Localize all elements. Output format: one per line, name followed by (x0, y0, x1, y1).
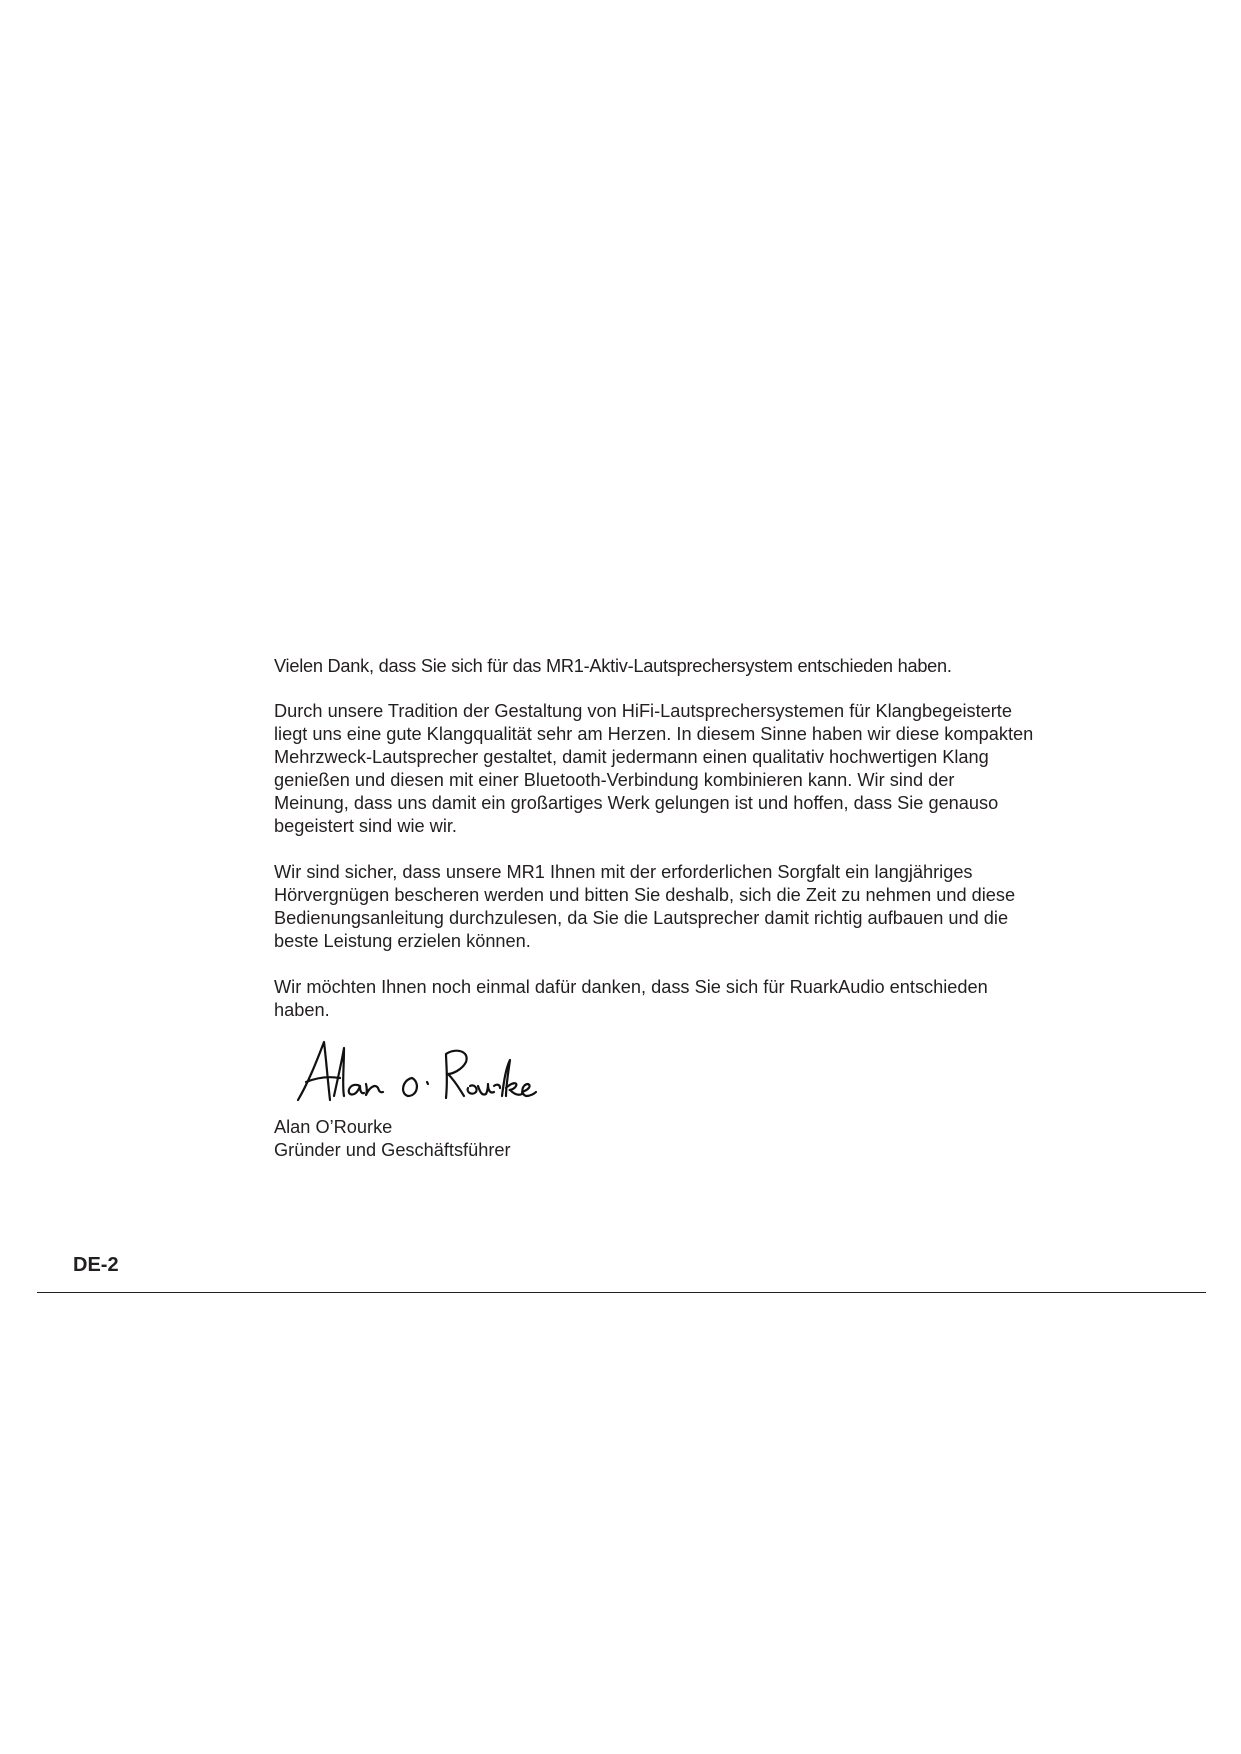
letter-paragraph-manual: Wir sind sicher, dass unsere MR1 Ihnen mit der erforderlichen Sorgfalt ein langjähriges Hörvergnügen bescheren werden und bitten Sie deshalb, sich die Zeit zu nehmen und diese Bedienungsanleitung durchzulesen, da Sie die Lautsprecher damit richtig aufbauen und die beste Leistung erzielen können. (274, 862, 1016, 951)
letter-paragraph-thanks: Wir möchten Ihnen noch einmal dafür danken, dass Sie sich für RuarkAudio entschieden haben. (274, 977, 988, 1020)
signer-name: Alan O’Rourke (274, 1117, 393, 1137)
letter-paragraph-tradition: Durch unsere Tradition der Gestaltung von HiFi-Lautsprechersystemen für Klangbegeisterte liegt uns eine gute Klangqualität sehr am Herzen. In diesem Sinne haben wir diese kompakten Mehrzweck-Lautsprecher gestaltet, damit jedermann einen qualitativ hochwertigen Klang genießen und diesen mit einer Bluetooth-Verbindung kombinieren kann. Wir sind der Meinung, dass uns damit ein großartiges Werk gelungen ist und hoffen, dass Sie genauso begeistert sind wie wir. (274, 701, 1034, 836)
handwritten-signature (288, 1038, 538, 1108)
signer-title: Gründer und Geschäftsführer (274, 1140, 511, 1160)
footer-divider (37, 1292, 1206, 1293)
signer-block (274, 1116, 511, 1162)
page-number: DE-2 (73, 1254, 119, 1276)
letter-body (274, 655, 1034, 1045)
letter-intro: Vielen Dank, dass Sie sich für das MR1-Aktiv-Lautsprechersystem entschieden haben. (274, 656, 952, 676)
